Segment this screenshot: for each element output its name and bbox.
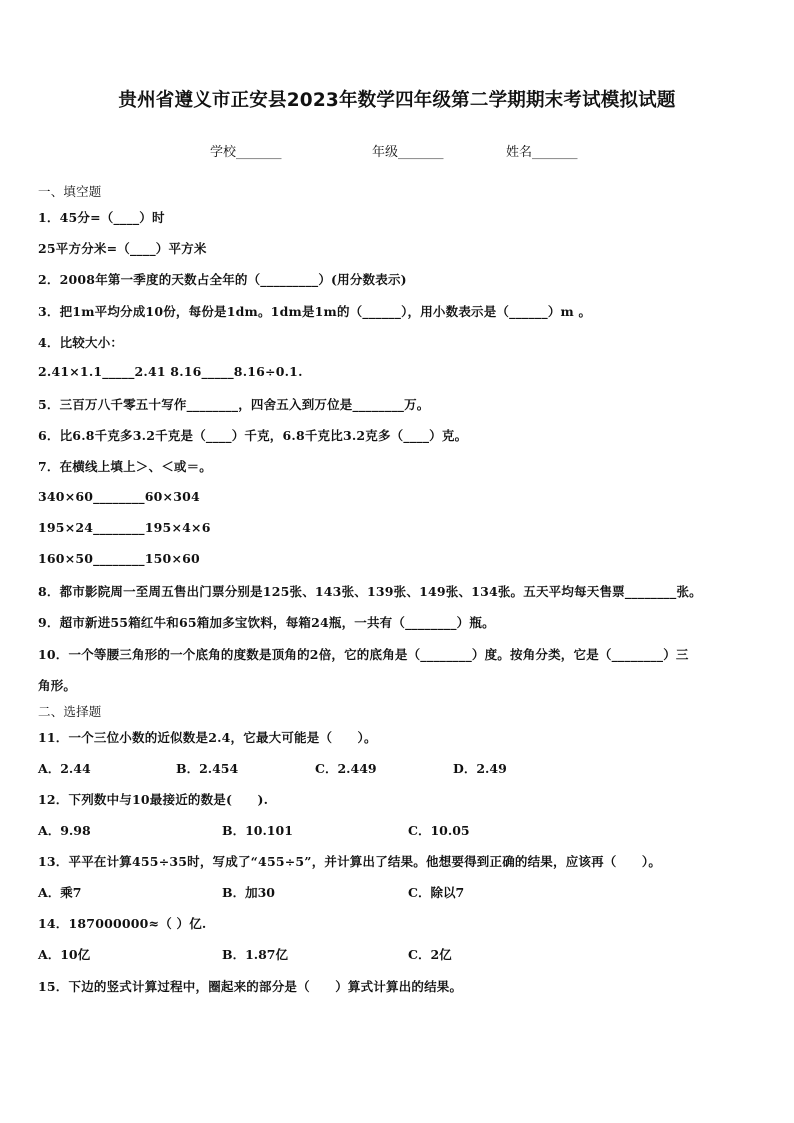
question-stem: 11．一个三位小数的近似数是2.4，它最大可能是（ ）。	[38, 730, 377, 745]
question-line: 2．2008年第一季度的天数占全年的（_________）(用分数表示)	[38, 272, 407, 287]
option-c: C．除以7	[408, 885, 465, 900]
grade-field: 年级_______	[372, 145, 444, 160]
question-stem: 15．下边的竖式计算过程中，圈起来的部分是（ ）算式计算出的结果。	[38, 979, 463, 994]
option-b: B．10.101	[222, 823, 293, 838]
option-c: C．2亿	[408, 947, 452, 962]
question-line: 6．比6.8千克多3.2千克是（____）千克，6.8千克比3.2克多（____）克。	[38, 428, 468, 443]
school-field: 学校_______	[210, 145, 282, 160]
question-stem: 13．平平在计算455÷35时，写成了“455÷5”，并计算出了结果。他想要得到正确的结果，应该再（ ）。	[38, 854, 662, 869]
option-a: A．10亿	[38, 947, 91, 962]
section-heading-choice: 二、选择题	[38, 704, 102, 719]
option-c: C．10.05	[408, 823, 470, 838]
question-line: 4．比较大小：	[38, 335, 124, 350]
question-line: 2.41×1.1_____2.41 8.16_____8.16÷0.1.	[38, 364, 303, 379]
question-line: 160×50________150×60	[38, 551, 200, 566]
question-line: 5．三百万八千零五十写作________，四舍五入到万位是________万。	[38, 397, 430, 412]
question-line: 角形。	[38, 678, 77, 693]
option-b: B．2.454	[176, 761, 239, 776]
option-d: D．2.49	[453, 761, 507, 776]
option-a: A．9.98	[38, 823, 91, 838]
question-line: 8．都市影院周一至周五售出门票分别是125张、143张、139张、149张、134张。五天平均每天售票________张。	[38, 584, 702, 599]
question-line: 25平方分米=（____）平方米	[38, 241, 207, 256]
name-field: 姓名_______	[506, 145, 578, 160]
question-line: 7．在横线上填上＞、＜或＝。	[38, 459, 212, 474]
question-line: 340×60________60×304	[38, 489, 200, 504]
question-stem: 12．下列数中与10最接近的数是( ).	[38, 792, 269, 807]
option-c: C．2.449	[315, 761, 377, 776]
option-b: B．加30	[222, 885, 275, 900]
option-a: A．2.44	[38, 761, 91, 776]
question-line: 1．45分=（____）时	[38, 210, 165, 225]
page-title: 贵州省遵义市正安县2023年数学四年级第二学期期末考试模拟试题	[118, 90, 676, 111]
question-line: 10．一个等腰三角形的一个底角的度数是顶角的2倍，它的底角是（________）度。按角分类，它是（________）三	[38, 647, 689, 662]
question-stem: 14．187000000≈（ ）亿.	[38, 916, 207, 931]
option-a: A．乘7	[38, 885, 82, 900]
option-b: B．1.87亿	[222, 947, 289, 962]
section-heading-fill: 一、填空题	[38, 184, 102, 199]
question-line: 3．把1m平均分成10份，每份是1dm。1dm是1m的（______），用小数表示是（______）m 。	[38, 304, 592, 319]
question-line: 195×24________195×4×6	[38, 520, 211, 535]
question-line: 9．超市新进55箱红牛和65箱加多宝饮料，每箱24瓶，一共有（________）瓶。	[38, 615, 495, 630]
